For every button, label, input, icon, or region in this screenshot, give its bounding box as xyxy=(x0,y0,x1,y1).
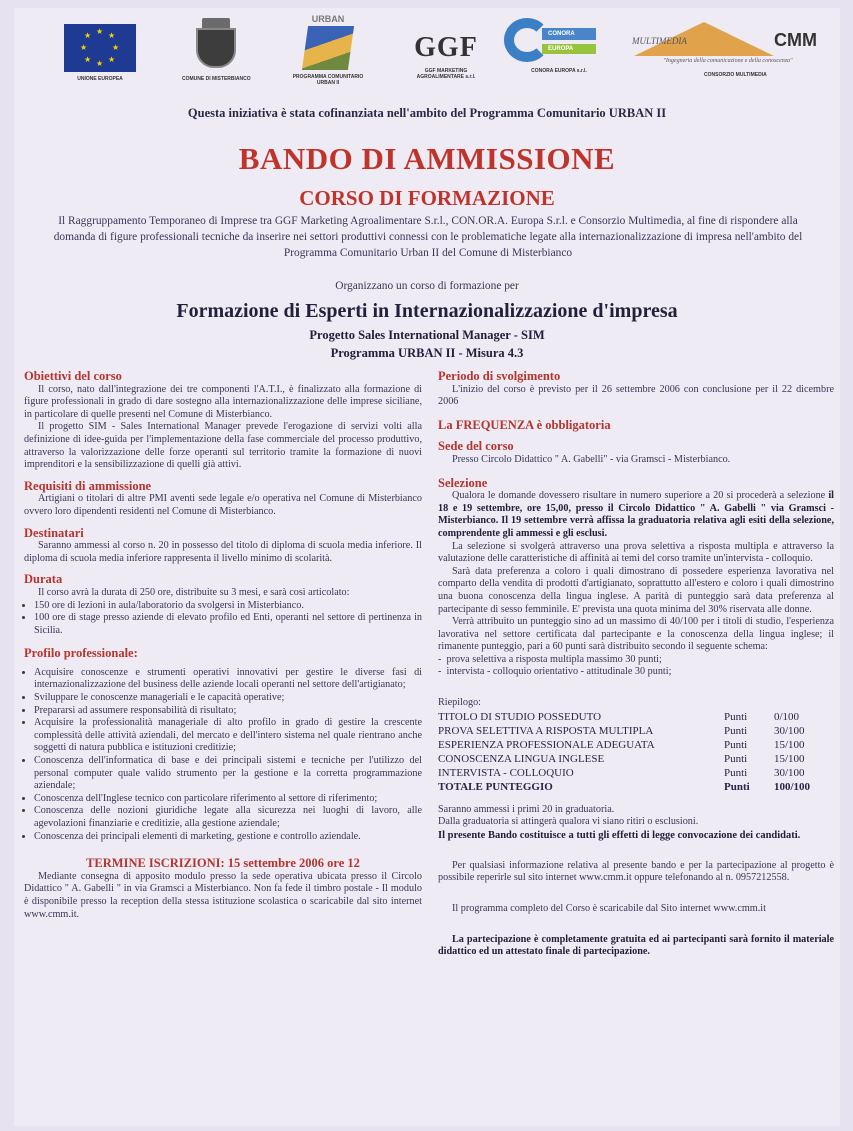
list-item: - prova selettiva a risposta multipla massimo 30 punti; xyxy=(438,653,662,665)
programma-paragraph: Il programma completo del Corso è scaricabile dal Sito internet www.cmm.it xyxy=(452,903,766,915)
conora-c-icon xyxy=(504,18,550,62)
poster xyxy=(14,8,840,1126)
termini-heading: TERMINE ISCRIZIONI: 15 settembre 2006 ore 12 xyxy=(86,856,360,871)
graduatoria-line-1: Saranno ammessi i primi 20 in graduatoria. xyxy=(438,803,615,815)
table-row: INTERVISTA - COLLOQUIO Punti 30/100 xyxy=(438,766,805,779)
list-item: • Prepararsi ad assumere responsabilità di risultato; xyxy=(34,705,422,718)
selezione-heading: Selezione xyxy=(438,475,488,490)
selezione-paragraph-3: Sarà data preferenza a coloro i quali dimostrano di possedere esperienza lavorativa nel comparto della vendita di prodotti d'artigianato, soprattutto all'estero e coloro i quali dimostrino una buona conoscenza della lingua inglese. A parità di punteggio sarà data preferenza al partecipante di sesso femminile. E' prevista una quota minima del 30% riservata alle donne. xyxy=(438,565,834,615)
ggf-mark: GGF xyxy=(414,32,478,63)
selezione-paragraph-2: La selezione si svolgerà attraverso una prova selettiva a risposta multipla e attraverso la valutazione delle caratteristiche di affinità ai temi del corso tramite un'intervista - colloquio. xyxy=(438,540,834,565)
list-item: • Sviluppare le conoscenze manageriali e le capacità operative; xyxy=(34,692,422,705)
coat-of-arms-icon xyxy=(194,18,238,68)
sede-paragraph: Presso Circolo Didattico " A. Gabelli" - via Gramsci - Misterbianco. xyxy=(452,453,731,465)
requisiti-heading: Requisiti di ammissione xyxy=(24,478,152,493)
obiettivi-paragraph-2: Il progetto SIM - Sales International Manager prevede l'erogazione di servizi volti alla definizione di idee-guida per l'implementazione della fase commerciale del processo produttivo, attraverso la valorizzazione delle forze operanti sul territorio tramite la formazione di nuovi imprenditori e la sensibilizzazione di quelli già attivi. xyxy=(24,421,422,471)
programme-name: Programma URBAN II - Misura 4.3 xyxy=(330,346,524,360)
selezione-paragraph-4: Verrà attribuito un punteggio sino ad un massimo di 40/100 per i titoli di studio, l'esperienza lavorativa nel settore certificata dal partecipante e la conoscenza della lingua inglese; il rimanente punteggio, pari a 60 punti sarà distribuito secondo il seguente schema: xyxy=(438,616,834,653)
eu-flag-icon: ★ ★ ★ ★ ★ ★ ★ ★ xyxy=(64,24,136,72)
list-item: • Acquisire la professionalità manageriale di alto profilo in grado di gestire la crescente complessità delle attività aziendali, del mercato e dell'intero sistema nel quale rientrano anche soggetti di natura pubblica e istituzioni creditizie; xyxy=(34,717,422,755)
cmm-caption: CONSORZIO MULTIMEDIA xyxy=(704,72,767,78)
frequenza-heading: La FREQUENZA è obbligatoria xyxy=(438,417,611,432)
right-column xyxy=(438,370,834,959)
profilo-list xyxy=(24,667,422,843)
table-row: PROVA SELETTIVA A RISPOSTA MULTIPLA Punti 30/100 xyxy=(438,724,805,737)
urban-logo xyxy=(288,14,368,86)
selezione-date-text: il 18 e 19 settembre, ore 15,00, presso il Circolo Didattico " A. Gabelli " via Gramsci - Misterbianco. Il 19 settembre verrà affissa la graduatoria relativa agli esiti della selezione, comprendente gli ammessi e gli esclusi. xyxy=(438,490,834,539)
durata-paragraph: Il corso avrà la durata di 250 ore, distribuite su 3 mesi, e sarà così articolato: xyxy=(38,586,350,598)
riepilogo-label: Riepilogo: xyxy=(438,697,482,709)
durata-heading: Durata xyxy=(24,572,63,587)
urban-title: URBAN xyxy=(311,14,345,24)
sede-heading: Sede del corso xyxy=(438,439,514,454)
organizzano-line: Organizzano un corso di formazione per xyxy=(335,280,519,292)
list-item: • Conoscenza delle nozioni giuridiche legate alla sicurezza nei luoghi di lavoro, alle agevolazioni finanziarie e creditizie, alla gestione aziendale; xyxy=(34,805,422,830)
info-paragraph: Per qualsiasi informazione relativa al presente bando e per la partecipazione al progetto è possibile reperirle sul sito internet www.cmm.it oppure telefonando al n. 0957212558. xyxy=(438,859,834,884)
convocazione-line: Il presente Bando costituisce a tutti gli effetti di legge convocazione dei candidati. xyxy=(438,829,801,841)
logo-bar xyxy=(64,14,824,102)
page-subtitle: CORSO DI FORMAZIONE xyxy=(299,186,555,210)
periodo-heading: Periodo di svolgimento xyxy=(438,369,561,383)
page-title: BANDO DI AMMISSIONE xyxy=(238,141,616,176)
selezione-text: Qualora le domande dovessero risultare in numero superiore a 20 si procederà a selezione xyxy=(452,490,829,502)
project-name: Progetto Sales International Manager - SIM xyxy=(309,328,545,342)
requisiti-paragraph: Artigiani o titolari di altre PMI aventi sede legale e/o operativa nel Comune di Misterbianco ovvero loro dipendenti residenti nel Comune di Misterbianco. xyxy=(24,493,422,517)
total-row: TOTALE PUNTEGGIO Punti 100/100 xyxy=(438,780,811,793)
table-row: ESPERIENZA PROFESSIONALE ADEGUATA Punti 15/100 xyxy=(438,738,805,751)
riepilogo-table xyxy=(438,710,834,794)
eu-logo xyxy=(64,14,136,82)
list-item: • Conoscenza dell'informatica di base e dei principali sistemi e tecniche per l'utilizzo del personal computer quale valido strumento per la gestione e la corretta programmazione aziendale; xyxy=(34,755,422,793)
left-column xyxy=(24,370,422,921)
ggf-caption: GGF MARKETING AGROALIMENTARE s.r.l. xyxy=(416,68,476,80)
durata-list xyxy=(24,600,422,638)
conora-line2: EUROPA xyxy=(548,46,574,52)
conora-caption: CONORA EUROPA s.r.l. xyxy=(531,68,587,74)
table-row: TITOLO DI STUDIO POSSEDUTO Punti 0/100 xyxy=(438,710,800,723)
obiettivi-paragraph-1: Il corso, nato dall'integrazione dei tre componenti l'A.T.I., è finalizzato alla formazione di figure professionali in grado di dare sostegno alla internazionalizzazione delle imprese siciliane, in particolare di quelle presenti nel Comune di Misterbianco. xyxy=(24,383,422,420)
selezione-paragraph-1 xyxy=(438,490,834,540)
cmm-tagline: "Ingegneria della comunicazione e della conoscenza" xyxy=(663,58,793,64)
obiettivi-heading: Obiettivi del corso xyxy=(24,369,122,383)
comune-caption: COMUNE DI MISTERBIANCO xyxy=(182,76,251,82)
list-item: • Acquisire conoscenze e strumenti operativi innovativi per gestire le diverse fasi di internazionalizzazione del business delle aziende locali operanti nel settore dell'artigianato; xyxy=(34,667,422,692)
urban-caption: PROGRAMMA COMUNITARIO URBAN II xyxy=(292,74,364,86)
gratuita-paragraph: La partecipazione è completamente gratuita ed ai partecipanti sarà fornito il materiale didattico ed un attestato finale di partecipazione. xyxy=(438,933,834,958)
list-item: • 150 ore di lezioni in aula/laboratorio da svolgersi in Misterbianco. xyxy=(34,600,422,613)
ggf-logo xyxy=(406,14,486,80)
multimedia-word: MULTIMEDIA xyxy=(632,36,687,46)
periodo-paragraph: L'inizio del corso è previsto per il 26 settembre 2006 con conclusione per il 22 dicembre 2006 xyxy=(438,383,834,408)
list-item: • Conoscenza dei principali elementi di marketing, gestione e controllo aziendale. xyxy=(34,831,422,844)
schema-list xyxy=(438,654,834,679)
termini-paragraph: Mediante consegna di apposito modulo presso la sede operativa ubicata presso il Circolo Didattico " A. Gabelli " in via Gramsci a Misterbianco. Non fa fede il timbro postale - Il modulo è disponibile presso la reception della stessa istituzione scolastica o scaricabile dal sito internet www.cmm.it. xyxy=(24,870,422,920)
list-item: • Conoscenza dell'Inglese tecnico con particolare riferimento al settore di riferimento; xyxy=(34,793,422,806)
destinatari-heading: Destinatari xyxy=(24,525,84,540)
cofinanziata-line: Questa iniziativa è stata cofinanziata nell'ambito del Programma Comunitario URBAN II xyxy=(187,106,667,120)
profilo-heading: Profilo professionale: xyxy=(24,646,138,661)
conora-line1: CONORA xyxy=(548,31,575,37)
eu-caption: UNIONE EUROPEA xyxy=(77,76,123,82)
graduatoria-line-2: Dalla graduatoria si attingerà qualora vi siano ritiri o esclusioni. xyxy=(438,816,699,828)
cmm-mark: CMM xyxy=(774,30,817,50)
list-item: • 100 ore di stage presso aziende di elevato profilo ed Enti, operanti nel settore di pertinenza in Sicilia. xyxy=(34,612,422,637)
urban-emblem-icon xyxy=(302,26,354,70)
intro-paragraph: Il Raggruppamento Temporaneo di Imprese tra GGF Marketing Agroalimentare S.r.l., CON.OR.A. Europa S.r.l. e Consorzio Multimedia, al fine di rispondere alla domanda di figure professionali tecniche da inserire nei settori produttivi connessi con le problematiche legate alla internazionalizzazione di impresa nell'ambito del Programma Comunitario Urban II del Comune di Misterbianco xyxy=(53,215,803,259)
table-row: CONOSCENZA LINGUA INGLESE Punti 15/100 xyxy=(438,752,805,765)
destinatari-paragraph: Saranno ammessi al corso n. 20 in possesso del titolo di diploma di scuola media inferiore. Il diploma di scuola media inferiore rappresenta il livello minimo di scolarità. xyxy=(24,540,422,564)
comune-logo xyxy=(182,14,251,82)
course-title: Formazione di Esperti in Internazionalizzazione d'impresa xyxy=(176,300,678,322)
list-item: - intervista - colloquio orientativo - attitudinale 30 punti; xyxy=(438,666,672,678)
